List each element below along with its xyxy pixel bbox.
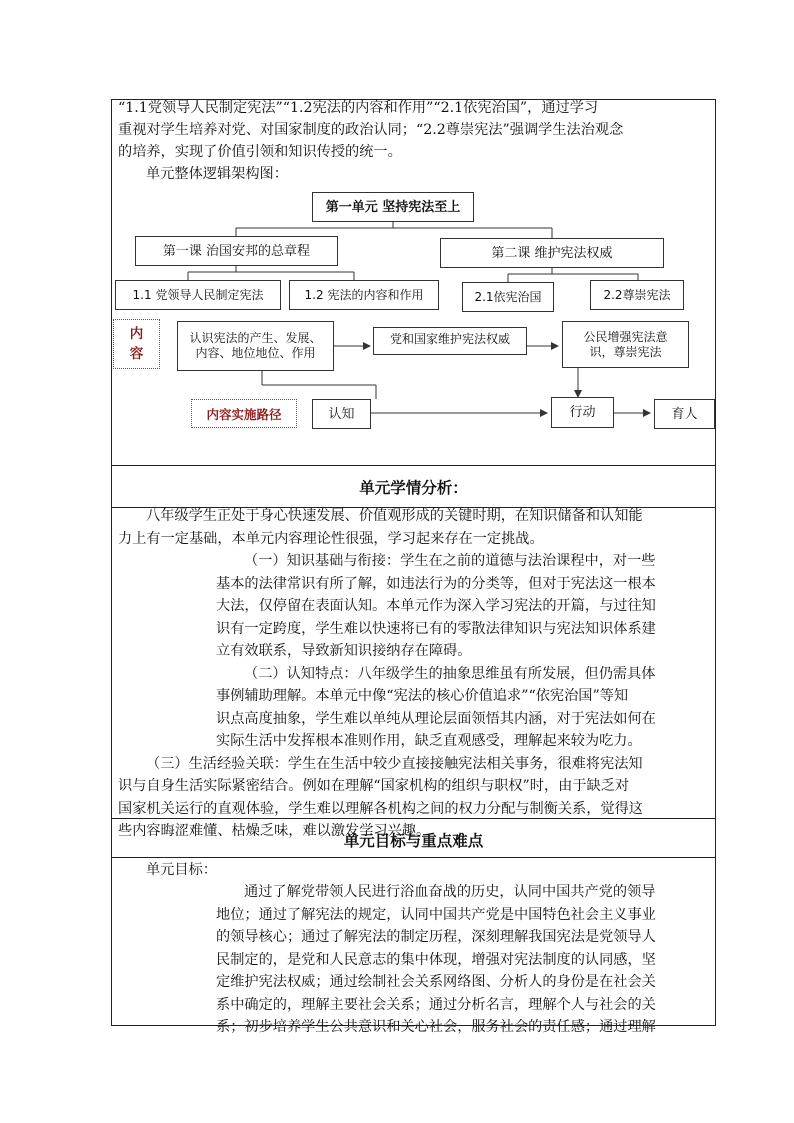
analysis-line-5: 大法，仅停留在表面认知。本单元作为深入学习宪法的开篇，与过往知 — [216, 598, 656, 614]
analysis-line-12: （三）生活经验关联：学生在生活中较少直接接触宪法相关事务，很难将宪法知 — [146, 756, 643, 772]
goals-line-1: 通过了解党带领人民进行浴血奋战的历史，认同中国共产党的领导 — [244, 884, 656, 900]
analysis-line-14: 国家机关运行的直观体验，学生难以理解各机构之间的权力分配与制衡关系，觉得这 — [118, 801, 643, 817]
diagram-sub1-box: 1.1 党领导人民制定宪法 — [115, 280, 281, 310]
analysis-line-13: 识与自身生活实际紧密结合。例如在理解“国家机构的组织与职权”时，由于缺乏对 — [118, 778, 630, 794]
analysis-line-6: 识有一定跨度，学生难以快速将已有的零散法律知识与宪法知识体系建 — [216, 621, 656, 637]
analysis-line-4: 基本的法律常识有所了解，如违法行为的分类等，但对于宪法这一根本 — [216, 576, 656, 592]
goals-line-4: 民制定的，是党和人民意志的集中体现，增强对宪法制度的认同感，坚 — [216, 952, 656, 968]
diagram-lesson1-box: 第一课 治国安邦的总章程 — [135, 236, 338, 266]
goals-line-2: 地位；通过了解宪法的规定，认同中国共产党是中国特色社会主义事业 — [216, 907, 656, 923]
analysis-line-10: 识点高度抽象，学生难以单纯从理论层面领悟其内涵，对于宪法如何在 — [216, 711, 656, 727]
analysis-line-2: 力上有一定基础，本单元内容理论性很强，学习起来存在一定挑战。 — [118, 531, 544, 547]
diagram-path3-box: 育人 — [654, 399, 715, 429]
analysis-line-11: 实际生活中发挥根本准则作用，缺乏直观感受，理解起来较为吃力。 — [216, 733, 642, 749]
diagram-sub2-box: 1.2 宪法的内容和作用 — [289, 280, 439, 310]
analysis-line-8: （二）认知特点：八年级学生的抽象思维虽有所发展，但仍需具体 — [244, 666, 656, 682]
path-label: 内容实施路径 — [191, 399, 297, 428]
analysis-line-3: （一）知识基础与衔接：学生在之前的道德与法治课程中，对一些 — [244, 553, 656, 569]
analysis-line-9: 事例辅助理解。本单元中像“宪法的核心价值追求”“依宪治国”等知 — [216, 688, 629, 704]
section-heading-analysis: 单元学情分析： — [359, 479, 468, 497]
intro-line-3: 的培养，实现了价值引领和知识传授的统一。 — [118, 144, 402, 160]
content-label — [113, 319, 160, 369]
section-heading-goals: 单元目标与重点难点 — [343, 832, 484, 850]
goals-line-3: 的领导核心；通过了解宪法的制定历程，深刻理解我国宪法是党领导人 — [216, 929, 656, 945]
diagram-path1-box: 认知 — [312, 399, 371, 429]
diagram-unit-box: 第一单元 坚持宪法至上 — [312, 192, 474, 222]
goals-label: 单元目标： — [146, 862, 217, 878]
diagram-sub3-box: 2.1依宪治国 — [462, 282, 554, 312]
diagram-sub4-box: 2.2尊崇宪法 — [590, 280, 684, 310]
analysis-line-15: 些内容晦涩难懂、枯燥乏味，难以激发学习兴趣。 — [118, 823, 431, 839]
intro-line-2: 重视对学生培养对党、对国家制度的政治认同；“2.2尊崇宪法”强调学生法治观念 — [118, 122, 624, 138]
diagram-lesson2-box: 第二课 维护宪法权威 — [440, 238, 664, 268]
content-label-char-1: 内 — [129, 326, 144, 342]
diagram-content3-box: 公民增强宪法意识，尊崇宪法 — [562, 321, 689, 368]
diagram-path2-box: 行动 — [551, 397, 614, 428]
analysis-line-7: 立有效联系，导致新知识接纳存在障碍。 — [216, 643, 472, 659]
goals-line-7: 系；初步培养学生公共意识和关心社会，服务社会的责任感；通过理解 — [216, 1019, 656, 1035]
goals-line-6: 系中确定的，理解主要社会关系；通过分析名言，理解个人与社会的关 — [216, 997, 656, 1013]
analysis-line-1: 八年级学生正处于身心快速发展、价值观形成的关键时期，在知识储备和认知能 — [146, 508, 643, 524]
content-label-char-2: 容 — [129, 346, 144, 362]
goals-line-5: 定维护宪法权威；通过绘制社会关系网络图、分析人的身份是在社会关 — [216, 974, 656, 990]
intro-line-1: “1.1党领导人民制定宪法”“1.2宪法的内容和作用”“2.1依宪治国”，通过学习 — [118, 100, 599, 116]
diagram-caption: 单元整体逻辑架构图： — [146, 166, 288, 182]
diagram-content2-box: 党和国家维护宪法权威 — [373, 327, 527, 355]
diagram-content1-box: 认识宪法的产生、发展、内容、地位地位、作用 — [177, 321, 334, 371]
